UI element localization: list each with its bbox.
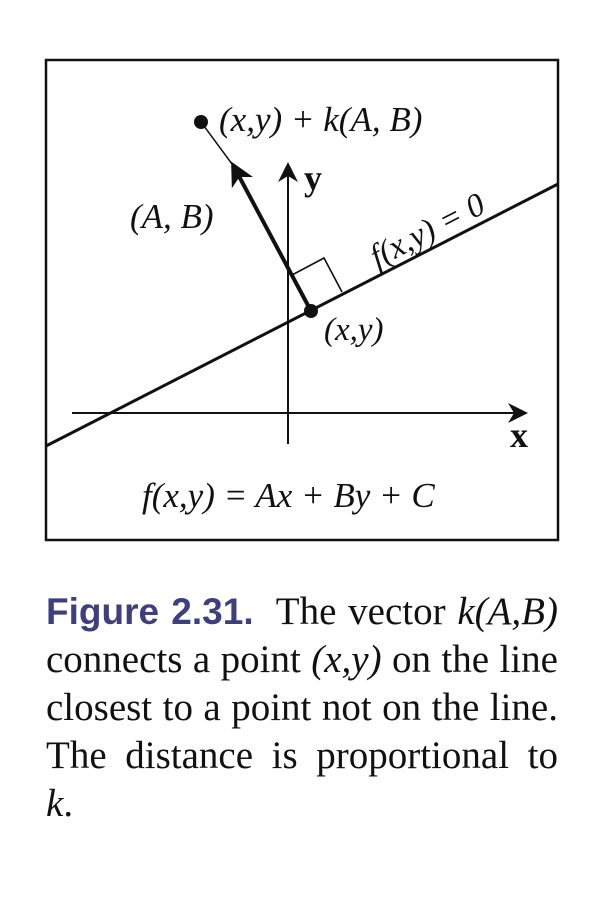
base-point (304, 304, 318, 318)
caption-text-3: on the line closest to a point not on the line. The distance is proportional to (46, 638, 558, 777)
caption-point-xy: (x,y) (311, 638, 382, 681)
figure-number: Figure 2.31. (46, 591, 254, 632)
x-axis-label: x (510, 415, 528, 455)
caption-k: k (46, 782, 64, 825)
caption-vector-k-ab: k(A,B) (457, 590, 558, 633)
line-label: f(x,y) = 0 (364, 186, 492, 276)
caption-text-1: The vector (275, 590, 458, 633)
offset-point (194, 115, 208, 129)
y-axis-label: y (304, 158, 322, 198)
offset-point-label: (x,y) + k(A, B) (219, 100, 423, 139)
base-point-label: (x,y) (324, 312, 384, 348)
figure-caption (46, 588, 558, 828)
caption-text-4: . (63, 782, 74, 825)
normal-vector-label: (A, B) (130, 197, 214, 236)
caption-text-2: connects a point (46, 638, 312, 681)
function-equation: f(x,y) = Ax + By + C (142, 476, 435, 515)
normal-vector-arrow (233, 165, 311, 311)
